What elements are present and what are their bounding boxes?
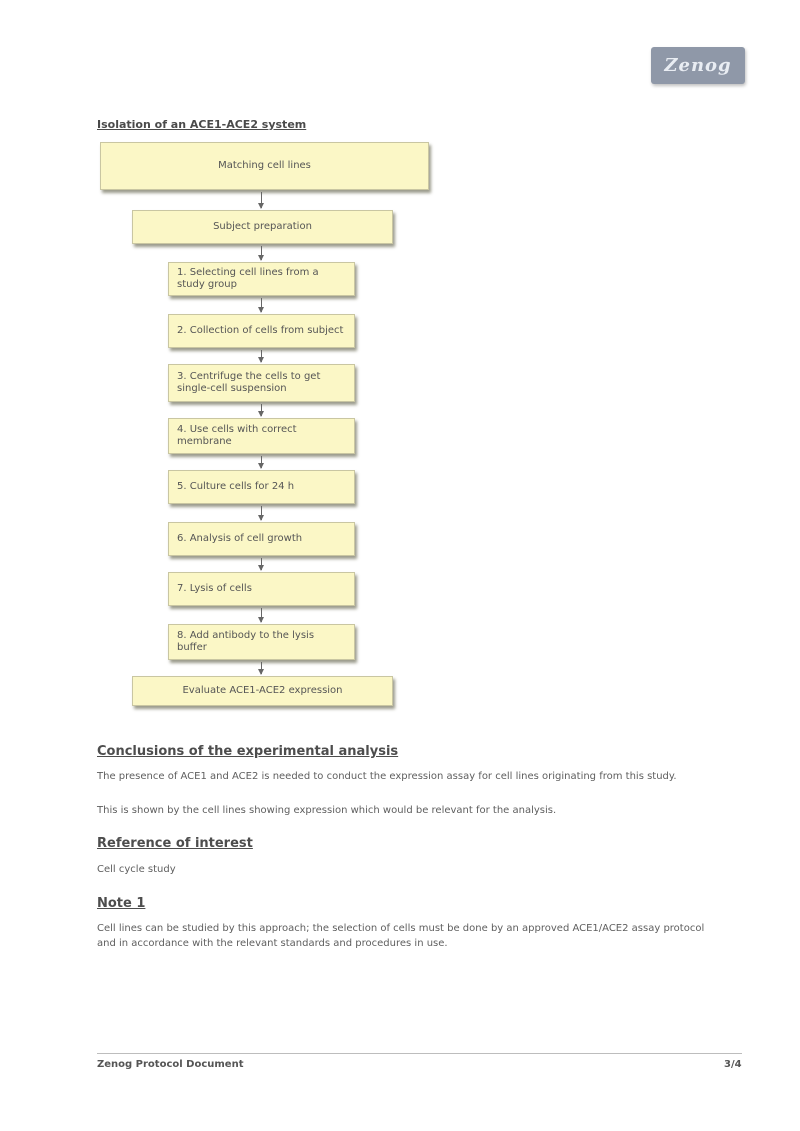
flow-arrow — [261, 456, 262, 468]
flow-arrow — [261, 662, 262, 674]
references-text: Cell cycle study — [97, 864, 176, 875]
flow-step-label: 8. Add antibody to the lysis buffer — [177, 629, 315, 653]
flow-step-label: 4. Use cells with correct membrane — [177, 423, 297, 447]
flow-step-label: Evaluate ACE1-ACE2 expression — [182, 684, 343, 696]
conclusions-paragraph-2: This is shown by the cell lines showing expression which would be relevant for the analysis. — [97, 805, 557, 816]
flow-step-6 — [168, 522, 355, 556]
flow-step-3 — [168, 364, 355, 402]
conclusions-heading: Conclusions of the experimental analysis — [97, 744, 399, 759]
flow-step-label: Matching cell lines — [218, 159, 311, 171]
note-text: Cell lines can be studied by this approach; the selection of cells must be done by an approved ACE1/ACE2 assay protocol and in accordance with the relevant standards and procedures in use. — [97, 923, 705, 949]
references-heading: Reference of interest — [97, 836, 253, 851]
flow-step-label: 3. Centrifuge the cells to get single-cell suspension — [177, 370, 321, 394]
flow-step-label: 1. Selecting cell lines from a study group — [177, 266, 319, 290]
flow-arrow — [261, 298, 262, 312]
flow-step-label: 6. Analysis of cell growth — [177, 532, 303, 544]
flowchart-title: Isolation of an ACE1-ACE2 system — [97, 118, 307, 131]
flow-step-matching-cell-lines — [100, 142, 429, 190]
flow-arrow — [261, 350, 262, 362]
flow-arrow — [261, 192, 262, 208]
conclusions-paragraph-1: The presence of ACE1 and ACE2 is needed to conduct the expression assay for cell lines originating from this study. — [97, 771, 677, 782]
flow-step-evaluate-expression — [132, 676, 393, 706]
flow-step-1 — [168, 262, 355, 296]
footer-page-number: 3/4 — [724, 1059, 742, 1070]
note-heading: Note 1 — [97, 896, 146, 911]
footer-document-title: Zenog Protocol Document — [97, 1059, 244, 1070]
flow-step-4 — [168, 418, 355, 454]
flow-step-label: Subject preparation — [213, 220, 312, 232]
flow-arrow — [261, 558, 262, 570]
company-logo: Zenog — [651, 47, 745, 84]
flow-step-subject-preparation — [132, 210, 393, 244]
flow-arrow — [261, 404, 262, 416]
flow-arrow — [261, 506, 262, 520]
flow-step-label: 5. Culture cells for 24 h — [177, 480, 295, 492]
flow-arrow — [261, 608, 262, 622]
flow-step-2 — [168, 314, 355, 348]
flow-arrow — [261, 246, 262, 260]
footer-divider — [97, 1053, 742, 1054]
flow-step-5 — [168, 470, 355, 504]
flow-step-7 — [168, 572, 355, 606]
flow-step-label: 7. Lysis of cells — [177, 582, 252, 594]
flow-step-label: 2. Collection of cells from subject — [177, 324, 344, 336]
flow-step-8 — [168, 624, 355, 660]
